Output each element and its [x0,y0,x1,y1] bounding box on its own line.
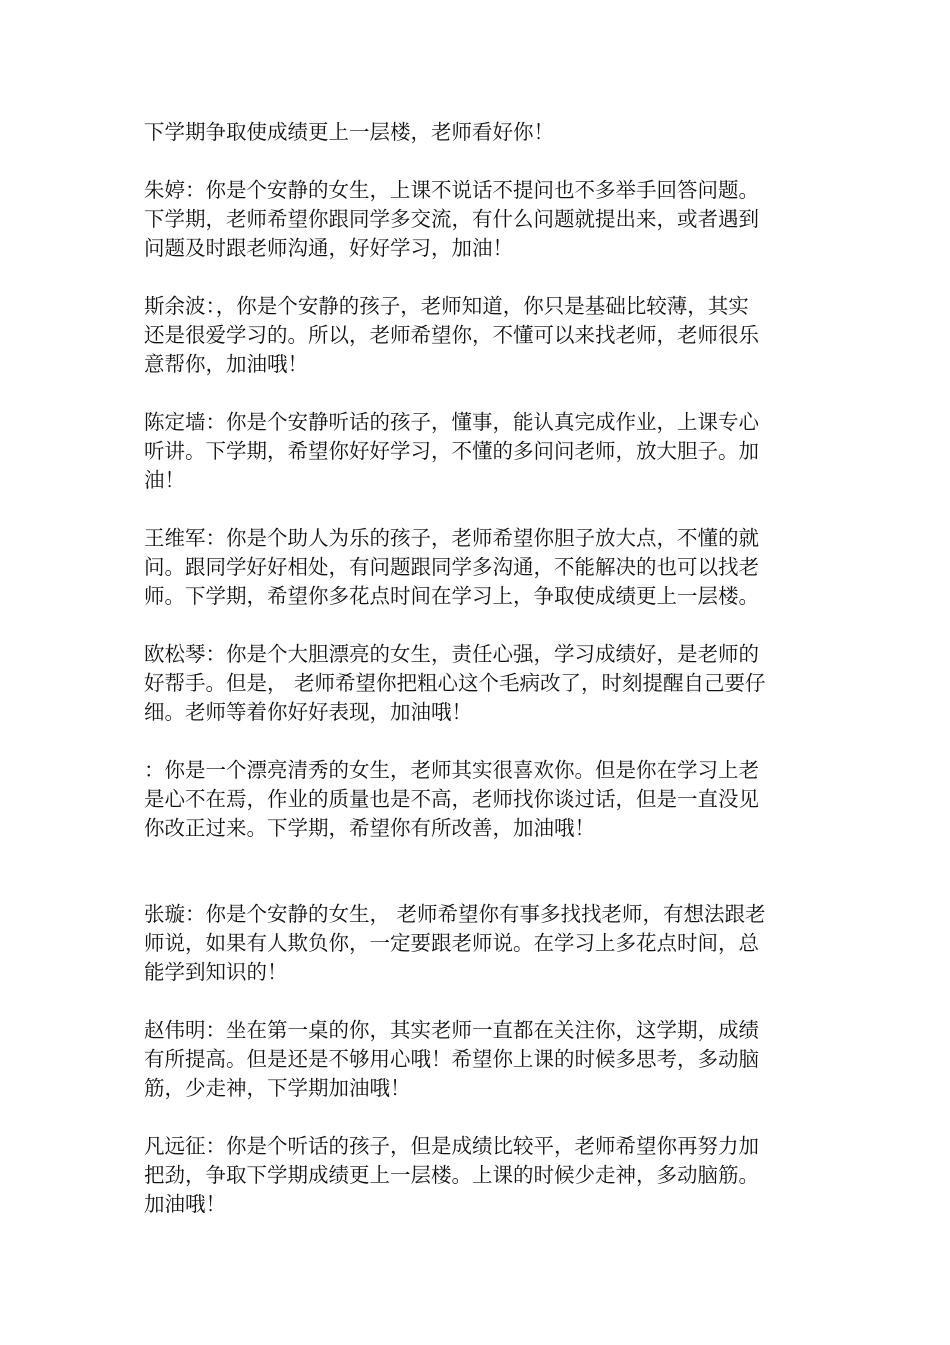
text-line: 师说，如果有人欺负你，一定要跟老师说。在学习上多花点时间，总 [144,931,759,955]
text-line: 把劲，争取下学期成绩更上一层楼。上课的时候少走神，多动脑筋。 [144,1163,759,1187]
text-line: 问。跟同学好好相处，有问题跟同学多沟通，不能解决的也可以找老 [144,555,759,579]
paragraph-si-yubo [144,292,794,379]
text-line: 朱婷：你是个安静的女生，上课不说话不提问也不多举手回答问题。 [144,178,759,202]
text-line: 陈定墙：你是个安静听话的孩子，懂事，能认真完成作业，上课专心 [144,410,759,434]
text-line: 意帮你，加油哦！ [144,352,308,376]
text-line: 细。老师等着你好好表现，加油哦！ [144,700,472,724]
text-line: 能学到知识的！ [144,960,288,984]
text-line: 筋，少走神，下学期加油哦！ [144,1076,411,1100]
text-line: 斯余波：，你是个安静的孩子，老师知道，你只是基础比较薄，其实 [144,294,749,318]
text-line: 师。下学期，希望你多花点时间在学习上，争取使成绩更上一层楼。 [144,584,759,608]
text-line: 油！ [144,468,185,492]
paragraph-wang-weijun [144,524,794,611]
text-line: 你改正过来。下学期，希望你有所改善，加油哦！ [144,816,595,840]
text-line: ：你是一个漂亮清秀的女生，老师其实很喜欢你。但是你在学习上老 [144,758,759,782]
text-line: 欧松琴：你是个大胆漂亮的女生，责任心强，学习成绩好，是老师的 [144,642,759,666]
paragraph-zhu-ting [144,176,794,263]
text-line: 张璇：你是个安静的女生， 老师希望你有事多找找老师，有想法跟老 [144,902,766,926]
text-line: 下学期争取使成绩更上一层楼，老师看好你！ [144,120,554,144]
paragraph-zhang-xuan [144,900,794,987]
paragraph-fan-yuanzheng [144,1132,794,1219]
paragraph-ou-songqin [144,640,794,727]
text-line: 还是很爱学习的。所以，老师希望你，不懂可以来找老师，老师很乐 [144,323,759,347]
text-line: 有所提高。但是还是不够用心哦！希望你上课的时候多思考，多动脑 [144,1047,759,1071]
text-line: 凡远征：你是个听话的孩子，但是成绩比较平，老师希望你再努力加 [144,1134,759,1158]
text-line: 好帮手。但是， 老师希望你把粗心这个毛病改了，时刻提醒自己要仔 [144,671,766,695]
text-line: 加油哦！ [144,1192,226,1216]
text-line: 听讲。下学期，希望你好好学习，不懂的多问问老师，放大胆子。加 [144,439,759,463]
text-line: 王维军：你是个助人为乐的孩子，老师希望你胆子放大点，不懂的就 [144,526,759,550]
text-line: 问题及时跟老师沟通，好好学习，加油！ [144,236,513,260]
paragraph-unnamed [144,756,794,843]
paragraph-intro [144,118,794,147]
paragraph-chen-dingqiang [144,408,794,495]
text-line: 是心不在焉，作业的质量也是不高，老师找你谈过话，但是一直没见 [144,787,759,811]
text-line: 赵伟明：坐在第一桌的你，其实老师一直都在关注你，这学期，成绩 [144,1018,759,1042]
paragraph-zhao-weiming [144,1016,794,1103]
text-line: 下学期，老师希望你跟同学多交流，有什么问题就提出来，或者遇到 [144,207,759,231]
